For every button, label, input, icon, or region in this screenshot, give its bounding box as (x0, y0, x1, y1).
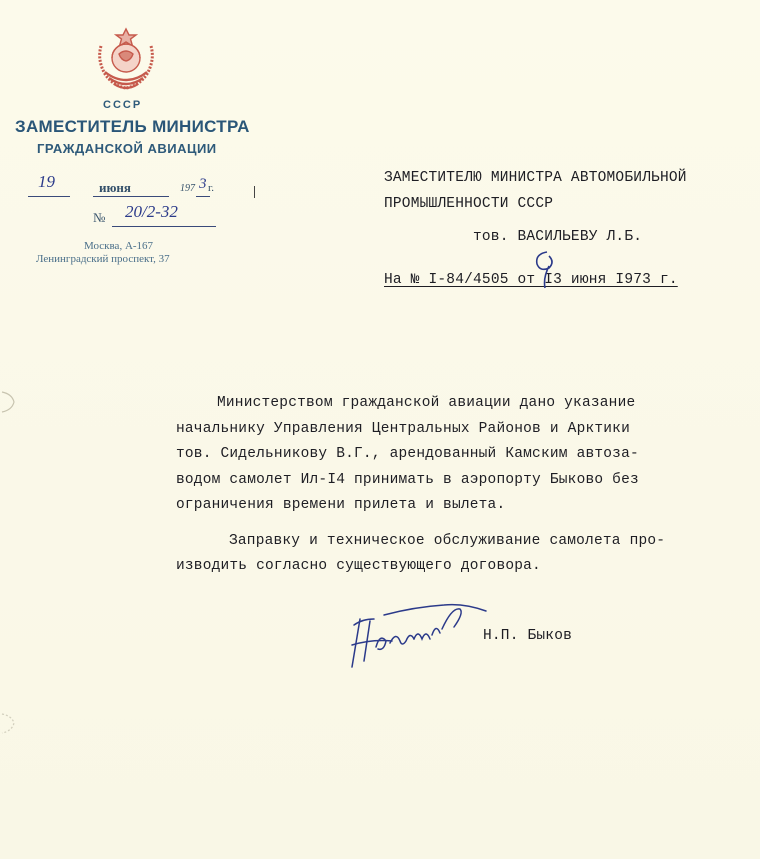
date-year-line (196, 196, 210, 197)
signatory-name: Н.П. Быков (483, 628, 573, 644)
addressee-line2: ПРОМЫШЛЕННОСТИ СССР (384, 196, 554, 212)
letterhead-subtitle: ГРАЖДАНСКОЙ АВИАЦИИ (37, 141, 217, 156)
hole-punch-mark (0, 388, 18, 418)
date-month: июня (99, 180, 131, 195)
reference-line: На № I-84/4505 от I3 июня I973 г. (384, 272, 678, 288)
addressee-line1: ЗАМЕСТИТЕЛЮ МИНИСТРА АВТОМОБИЛЬНОЙ (384, 170, 687, 186)
date-day: 19 (38, 172, 55, 191)
body-p1-line3: тов. Сидельникову В.Г., арендованный Камским автоза- (176, 446, 639, 462)
handwritten-mark-icon (525, 248, 565, 290)
number-value: 20/2-32 (125, 202, 178, 221)
handwritten-signature-icon (340, 585, 490, 675)
body-p1-line4: водом самолет Ил-I4 принимать в аэропорту Быково без (176, 472, 639, 488)
addressee-name: тов. ВАСИЛЬЕВУ Л.Б. (473, 229, 643, 245)
date-year-unit: г. (208, 182, 215, 194)
letterhead-country: СССР (103, 99, 143, 111)
number-prefix: № (93, 210, 106, 225)
date-day-line (28, 196, 70, 197)
date-year-prefix: 197 (180, 183, 195, 194)
body-p1-line5: ограничения времени прилета и вылета. (176, 497, 506, 513)
body-p2-line1: Заправку и техническое обслуживание самолета про- (229, 533, 666, 549)
margin-tick (254, 186, 255, 198)
address-city: Москва, А-167 (84, 240, 154, 252)
body-p1-line2: начальнику Управления Центральных Районов и Арктики (176, 421, 630, 437)
body-p1-line1: Министерством гражданской авиации дано указание (217, 395, 636, 411)
date-year-suffix: 3 (199, 176, 207, 192)
hole-punch-mark-lower (0, 708, 20, 738)
letterhead-title: ЗАМЕСТИТЕЛЬ МИНИСТРА (15, 117, 250, 136)
body-p2-line2: изводить согласно существующего договора. (176, 558, 541, 574)
date-month-line (93, 196, 169, 197)
number-line (112, 226, 216, 227)
ussr-emblem-icon (93, 26, 159, 92)
address-street: Ленинградский проспект, 37 (36, 253, 170, 265)
